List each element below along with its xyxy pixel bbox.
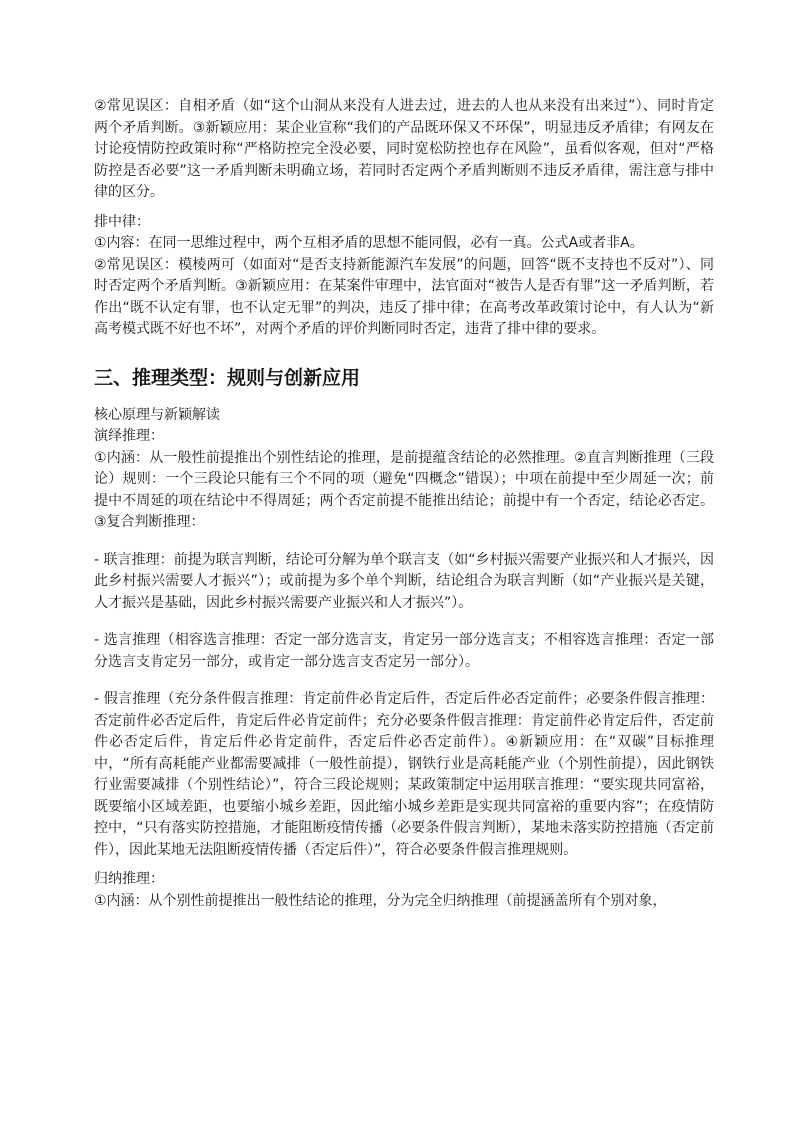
section-heading: 三、推理类型：规则与创新应用 bbox=[94, 366, 361, 389]
document-page bbox=[94, 96, 714, 912]
inductive-paragraph: ①内涵：从个别性前提推出一般性结论的推理，分为完全归纳推理（前提涵盖所有个别对象， bbox=[94, 892, 667, 909]
contradiction-law-paragraph: ②常见误区：自相矛盾（如“这个山洞从来没有人进去过，进去的人也从来没有出来过”）、同时肯定两个矛盾判断。③新颖应用：某企业宣称“我们的产品既环保又不环保”，明显违反矛盾律；有网友在讨论疫情防控政策时称“严格防控完全没必要，同时宽松防控也存在风险”，虽看似客观，但对“严格防控是否必要”这一矛盾判断未明确立场，若同时否定两个矛盾判断则不违反矛盾律，需注意与排中律的区分。 bbox=[94, 98, 714, 200]
inductive-title: 归纳推理： bbox=[94, 871, 164, 887]
section-subtitle: 核心原理与新颖解读 bbox=[94, 406, 220, 423]
deductive-title: 演绎推理： bbox=[94, 428, 164, 444]
excluded-middle-content: ①内容：在同一思维过程中，两个互相矛盾的思想不能同假，必有一真。公式A或者非A。 bbox=[94, 235, 644, 251]
deductive-paragraph: ①内涵：从一般性前提推出个别性结论的推理，是前提蕴含结论的必然推理。②直言判断推理（三段论）规则：一个三段论只能有三个不同的项（避免“四概念”错误）；中项在前提中至少周延一次；前提中不周延的项在结论中不得周延；两个否定前提不能推出结论；前提中有一个否定，结论必否定。③复合判断推理： bbox=[94, 449, 714, 530]
disjunctive-bullet: - 选言推理（相容选言推理：否定一部分选言支，肯定另一部分选言支；不相容选言推理：否定一部分选言支肯定另一部分，或肯定一部分选言支否定另一部分）。 bbox=[94, 632, 714, 670]
excluded-middle-misconception: ②常见误区：模棱两可（如面对“是否支持新能源汽车发展”的问题，回答“既不支持也不反对”）、同时否定两个矛盾判断。③新颖应用：在某案件审理中，法官面对“被告人是否有罪”这一矛盾判断，若作出“既不认定有罪，也不认定无罪”的判决，违反了排中律；在高考改革政策讨论中，有人认为“新高考模式既不好也不坏”，对两个矛盾的评价判断同时否定，违背了排中律的要求。 bbox=[94, 256, 714, 337]
excluded-middle-title: 排中律： bbox=[94, 213, 150, 230]
hypothetical-bullet: - 假言推理（充分条件假言推理：肯定前件必肯定后件，否定后件必否定前件；必要条件假言推理：否定前件必否定后件，肯定后件必肯定前件；充分必要条件假言推理：肯定前件必肯定后件，否定前件必否定后件，肯定后件必肯定前件，否定后件必否定前件）。④新颖应用：在“双碳”目标推理中，“所有高耗能产业都需要减排（一般性前提），钢铁行业是高耗能产业（个别性前提），因此钢铁行业需要减排（个别性结论）”，符合三段论规则；某政策制定中运用联言推理：“要实现共同富裕，既要缩小区域差距，也要缩小城乡差距，因此缩小城乡差距是实现共同富裕的重要内容”；在疫情防控中，“只有落实防控措施，才能阻断疫情传播（必要条件假言判断），某地未落实防控措施（否定前件），因此某地无法阻断疫情传播（否定后件）”，符合必要条件假言推理规则。 bbox=[94, 691, 714, 858]
conjunctive-bullet: - 联言推理：前提为联言判断，结论可分解为单个联言支（如“乡村振兴需要产业振兴和人才振兴，因此乡村振兴需要人才振兴”）；或前提为多个单个判断，结论组合为联言判断（如“产业振兴是关键，人才振兴是基础，因此乡村振兴需要产业振兴和人才振兴”）。 bbox=[94, 551, 714, 611]
